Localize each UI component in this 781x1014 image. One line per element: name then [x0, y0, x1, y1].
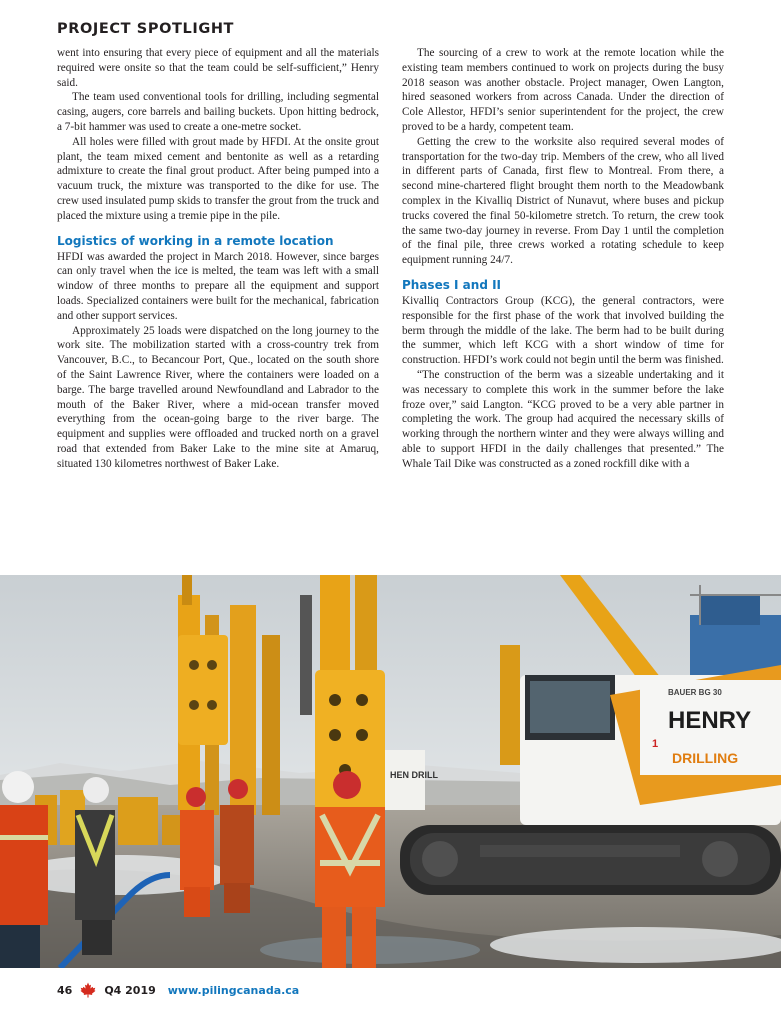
drilling-rig-photo	[0, 575, 781, 968]
left-rig-casing	[178, 635, 228, 745]
body-paragraph: All holes were filled with grout made by HFDI. At the onsite grout plant, the team mixed cement and bentonite as well as a retarding admixture to create the final grout product. After being pumped into a vacuum truck, the mixture was transported to the dike for use. The crew used insulated pump skids to transfer the grout from the truck and placed the mixture using a tremie pipe in the pile.	[57, 135, 379, 222]
page-number: 46	[57, 983, 73, 997]
section-heading: Logistics of working in a remote location	[57, 233, 334, 248]
rig-number: 1	[652, 738, 659, 750]
issue-date: Q4 2019	[104, 983, 156, 997]
body-paragraph: The team used conventional tools for drilling, including segmental casing, augers, core barrels and bailing buckets. Upon hitting bedrock, a 7-bit hammer was used to create a one-metre socket.	[57, 91, 379, 133]
body-paragraph: HFDI was awarded the project in March 2018. However, since barges can only travel when the ice is melted, the team was left with a small window of three months to prepare all the equipment and support loads. Specialized containers were built for the mechanical, fabrication and other support services.	[57, 250, 379, 322]
maple-leaf-icon	[80, 982, 96, 998]
section-heading: Phases I and II	[402, 277, 502, 292]
body-paragraph: Getting the crew to the worksite also required several modes of transportation for the two-day trip. Members of the crew, who all lived in different parts of Canada, first flew to Montreal. From there, a second mine-chartered flight brought them north to the Meadowbank complex in the Kivalliq District of Nunavut, where buses and pickup trucks covered the final 50-kilometre stretch. To return, the crew took the same two-day journey in reverse. From Day 1 until the completion of the final pile, three crews worked a rotating schedule to keep equipment running 24/7.	[402, 135, 724, 267]
rig-brand: HENRY	[668, 707, 752, 734]
body-paragraph: Approximately 25 loads were dispatched on the long journey to the work site. The mobilization started with a cross-country trek from Vancouver, B.C., to Becancour Port, Que., located on the south shore of the Saint Lawrence River, where the containers were loaded on a barge. The barge travelled around Newfoundland and Labrador to the mouth of the Baker River, where a mid-ocean transfer moved everything from the ocean-going barge to the river barge. The equipment and supplies were offloaded and trucked north on a gravel road that extended from Baker Lake to the mine site at Amaruq, situated 130 kilometres northwest of Baker Lake.	[57, 324, 379, 470]
section-label: PROJECT SPOTLIGHT	[57, 21, 235, 37]
casing-text: HEN DRILL	[390, 770, 438, 780]
right-column	[402, 46, 724, 472]
left-column	[57, 46, 379, 472]
body-paragraph: The sourcing of a crew to work at the remote location while the existing team members continued to work on projects during the busy 2018 season was another obstacle. Project manager, Owen Langton, hired seasoned workers from across Canada. Under the direction of Cole Allestor, HFDI’s senior superintendent for the project, the crew proved to be a hardy, competent team.	[402, 47, 724, 133]
body-paragraph: Kivalliq Contractors Group (KCG), the general contractors, were responsible for the first phase of the work that involved building the berm through the middle of the lake. The berm had to be built during the summer, which left KCG with a short window of time for construction. HFDI’s work could not begin until the berm was finished.	[402, 294, 724, 367]
website-link[interactable]: www.pilingcanada.ca	[167, 983, 300, 997]
body-paragraph: “The construction of the berm was a sizeable undertaking and it was necessary to complete this work in the summer before the lake froze over,” said Langton. “KCG proved to be a very able partner in completing the work. The group had acquired the necessary skills of working through the northern winter and they were always willing and able to support HFDI in the daily challenges that presented.” The Whale Tail Dike was constructed as a zoned rockfill dike with a	[402, 368, 724, 470]
rig-brand-sub: DRILLING	[672, 750, 739, 766]
rig-model: BAUER BG 30	[668, 688, 722, 697]
body-paragraph: went into ensuring that every piece of equipment and all the materials required were onsite so that the team could be self-sufficient,” Henry said.	[57, 47, 379, 89]
page-footer	[57, 981, 299, 999]
